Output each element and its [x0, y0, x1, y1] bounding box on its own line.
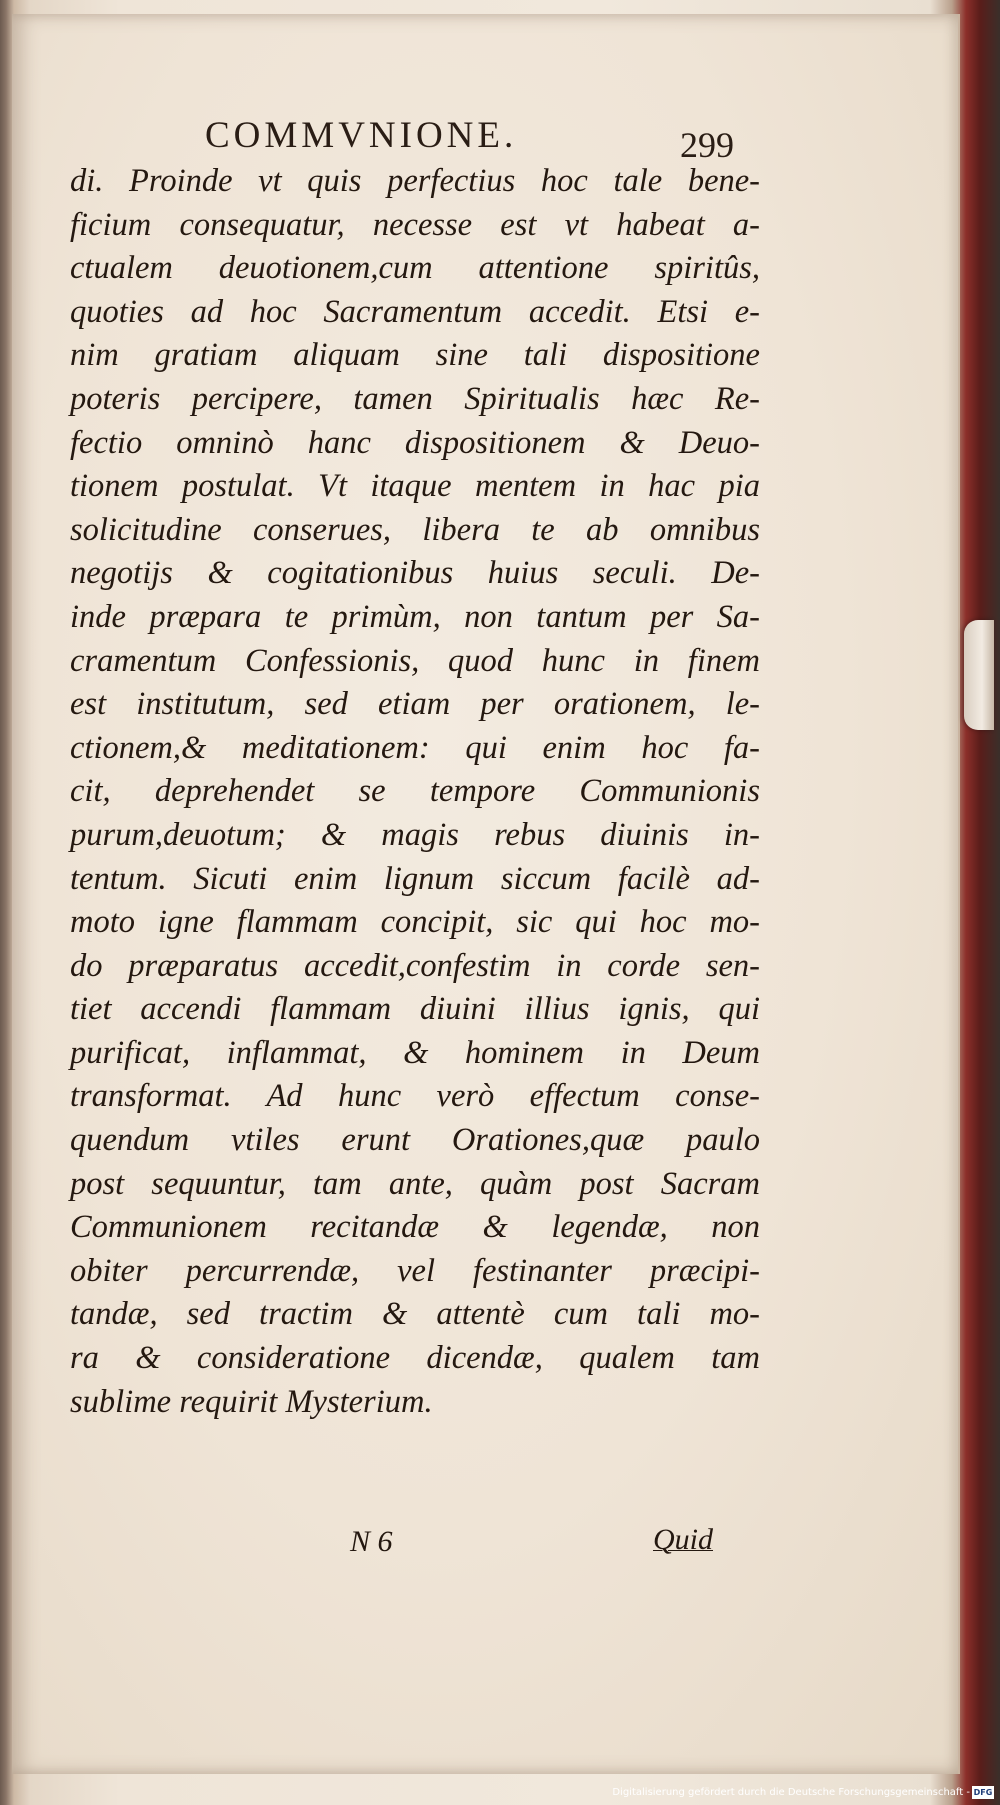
text-line: cit, deprehendet se tempore Communionis	[70, 773, 760, 810]
text-line: di. Proinde vt quis perfectius hoc tale bene-	[70, 163, 760, 199]
dfg-logo: DFG	[973, 1788, 993, 1797]
text-line: inde præpara te primùm, non tantum per Sa-	[70, 598, 760, 635]
text-line: moto igne flammam concipit, sic qui hoc mo-	[70, 904, 760, 941]
signature-mark: N 6	[350, 1525, 393, 1558]
text-line: ra & consideratione dicendæ, qualem tam	[70, 1340, 760, 1377]
text-line: purificat, inflammat, & hominem in Deum	[70, 1034, 760, 1071]
text-line: fectio omninò hanc dispositionem & Deuo-	[70, 424, 760, 461]
text-line: sublime requirit Mysterium.	[70, 1383, 433, 1420]
text-line: nim gratiam aliquam sine tali dispositione	[70, 337, 760, 374]
text-line: transformat. Ad hunc verò effectum conse-	[70, 1078, 760, 1115]
text-line: tandæ, sed tractim & attentè cum tali mo-	[70, 1296, 760, 1333]
text-line: obiter percurrendæ, vel festinanter præcipi-	[70, 1252, 760, 1289]
text-line: purum,deuotum; & magis rebus diuinis in-	[70, 816, 760, 853]
text-line: ficium consequatur, necesse est vt habeat a-	[70, 206, 760, 243]
text-line: tentum. Sicuti enim lignum siccum facilè ad-	[70, 860, 760, 897]
text-line: est institutum, sed etiam per orationem, le-	[70, 686, 760, 723]
text-line: quendum vtiles erunt Orationes,quæ paulo	[70, 1122, 760, 1159]
running-head: COMMVNIONE.	[205, 115, 518, 156]
text-line: solicitudine conserues, libera te ab omnibus	[70, 511, 760, 548]
text-line: tionem postulat. Vt itaque mentem in hac pia	[70, 468, 760, 505]
page-tab-marker	[964, 620, 994, 730]
text-line: quoties ad hoc Sacramentum accedit. Etsi e-	[70, 293, 760, 330]
page-number: 299	[680, 125, 734, 165]
digitization-credit: Digitalisierung gefördert durch die Deutsche Forschungsgemeinschaft -	[612, 1787, 970, 1798]
catchword: Quid	[653, 1523, 713, 1556]
text-line: cramentum Confessionis, quod hunc in finem	[70, 642, 760, 679]
text-line: poteris percipere, tamen Spiritualis hæc Re-	[70, 380, 760, 417]
text-line: ctionem,& meditationem: qui enim hoc fa-	[70, 729, 760, 766]
body-text	[70, 160, 760, 1424]
text-line: do præparatus accedit,confestim in corde sen-	[70, 947, 760, 984]
text-line: tiet accendi flammam diuini illius ignis, qui	[70, 991, 760, 1028]
text-line: ctualem deuotionem,cum attentione spiritûs,	[70, 250, 760, 287]
text-line: Communionem recitandæ & legendæ, non	[70, 1209, 760, 1246]
text-line: post sequuntur, tam ante, quàm post Sacram	[70, 1165, 760, 1202]
text-line: negotijs & cogitationibus huius seculi. De-	[70, 555, 760, 592]
